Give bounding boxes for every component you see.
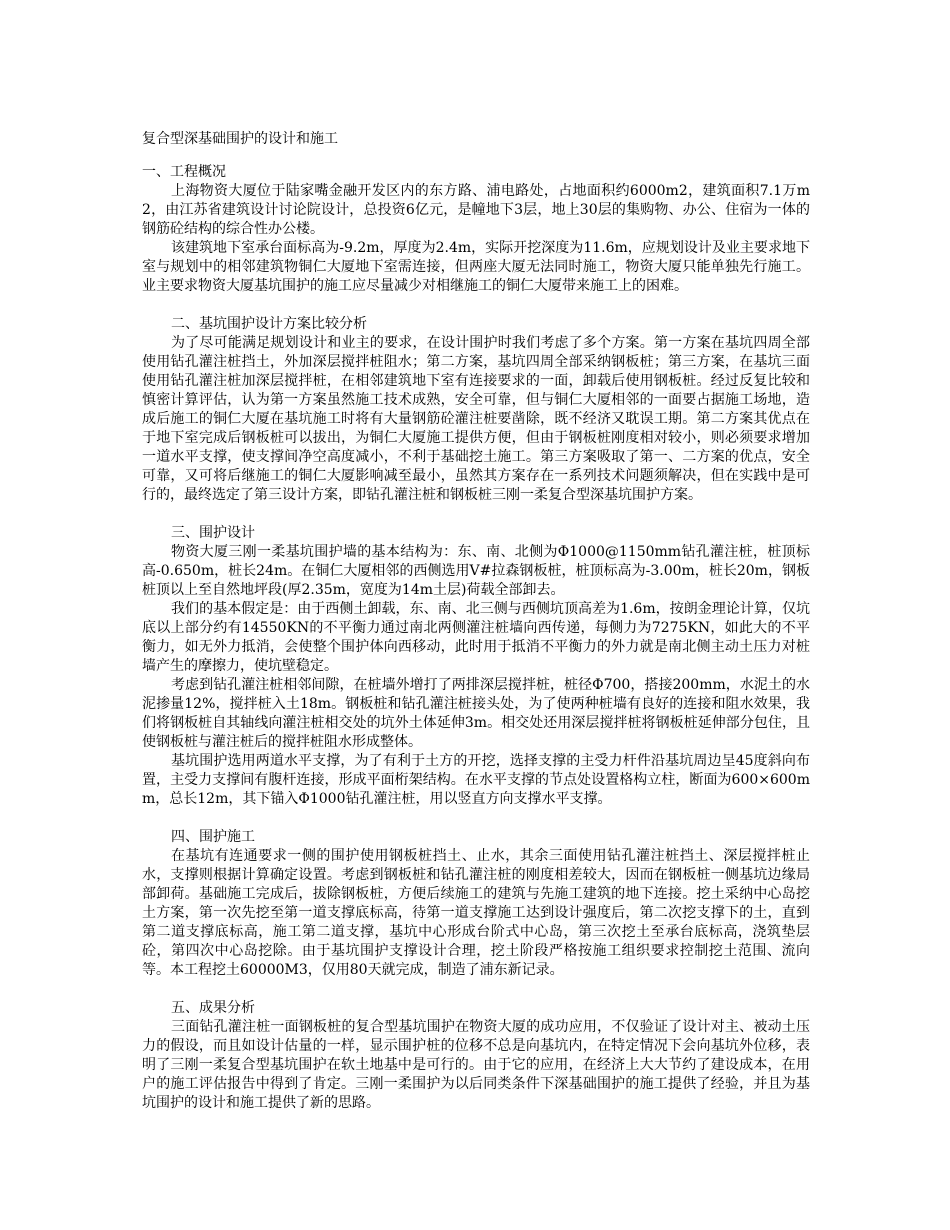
section-heading-3: 三、围护设计	[171, 525, 255, 541]
section-heading-4: 四、围护施工	[171, 829, 255, 845]
section-heading-2: 二、基坑围护设计方案比较分析	[171, 316, 367, 332]
spacer	[142, 296, 810, 315]
paragraph: 我们的基本假定是：由于西侧土卸载，东、南、北三侧与西侧坑顶高差为1.6m，按朗金理论计算，仅坑底以上部分约有14550KN的不平衡力通过南北两侧灌注桩墙向西传递，每侧力为7275KN，如此大的不平衡力，如无外力抵消，会使整个围护体向西移动，此时用于抵消不平衡力的外力就是南北侧主动土压力对桩墙产生的摩擦力，使坑壁稳定。	[142, 601, 810, 674]
paragraph: 考虑到钻孔灌注桩相邻间隙，在桩墙外增打了两排深层搅拌桩，桩径Φ700，搭接200mm，水泥土的水泥掺量12%，搅拌桩入土18m。钢板桩和钻孔灌注桩接头处，为了使两种桩墙有良好的连接和阻水效果，我们将钢板桩自其轴线向灌注桩相交处的坑外土体延伸3m。相交处还用深层搅拌桩将钢板桩延伸部分包住，且使钢板桩与灌注桩后的搅拌桩阻水形成整体。	[142, 677, 810, 750]
paragraph: 物资大厦三刚一柔基坑围护墙的基本结构为：东、南、北侧为Φ1000@1150mm钻孔灌注桩，桩顶标高-0.650m，桩长24m。在铜仁大厦相邻的西侧选用V#拉森钢板桩，桩顶标高为-3.00m，桩长20m，钢板桩顶以上至自然地坪段(厚2.35m，宽度为14m土层)荷载全部卸去。	[142, 544, 810, 598]
paragraph: 基坑围护选用两道水平支撑，为了有利于土方的开挖，选择支撑的主受力杆件沿基坑周边呈45度斜向布置，主受力支撑间有腹杆连接，形成平面桁架结构。在水平支撑的节点处设置格构立柱，断面为600×600mm，总长12m，其下锚入Φ1000钻孔灌注桩，用以竖直方向支撑水平支撑。	[142, 753, 810, 807]
spacer	[142, 809, 810, 828]
document-title: 复合型深基础围护的设计和施工	[142, 131, 338, 147]
paragraph: 上海物资大厦位于陆家嘴金融开发区内的东方路、浦电路处，占地面积约6000m2，建筑面积7.1万m2，由江苏省建筑设计讨论院设计，总投资6亿元，是幢地下3层，地上30层的集购物、办公、住宿为一体的钢筋砼结构的综合性办公楼。	[142, 183, 810, 237]
paragraph: 三面钻孔灌注桩一面钢板桩的复合型基坑围护在物资大厦的成功应用，不仅验证了设计对主、被动土压力的假设，而且如设计估量的一样，显示围护桩的位移不总是向基坑内，在特定情况下会向基坑外位移，表明了三刚一柔复合型基坑围护在软土地基中是可行的。由于它的应用，在经济上大大节约了建设成本，在用户的施工评估报告中得到了肯定。三刚一柔围护为以后同类条件下深基础围护的施工提供了经验，并且为基坑围护的设计和施工提供了新的思路。	[142, 1019, 810, 1111]
paragraph: 在基坑有连通要求一侧的围护使用钢板桩挡土、止水，其余三面使用钻孔灌注桩挡土、深层搅拌桩止水，支撑则根据计算确定设置。考虑到钢板桩和钻孔灌注桩的刚度相差较大，因而在钢板桩一侧基坑边缘局部卸荷。基础施工完成后，拔除钢板桩，方便后续施工的建筑与先施工建筑的地下连接。挖土采纳中心岛挖土方案，第一次先挖至第一道支撑底标高，待第一道支撑施工达到设计强度后，第二次挖支撑下的土，直到第二道支撑底标高，施工第二道支撑，基坑中心形成台阶式中心岛，第三次挖土至承台底标高，浇筑垫层砼，第四次中心岛挖除。由于基坑围护支撑设计合理，挖土阶段严格按施工组织要求控制挖土范围、流向等。本工程挖土60000M3，仅用80天就完成，制造了浦东新记录。	[142, 848, 810, 978]
spacer	[142, 505, 810, 524]
spacer	[142, 980, 810, 999]
paragraph: 为了尽可能满足规划设计和业主的要求，在设计围护时我们考虑了多个方案。第一方案在基坑四周全部使用钻孔灌注桩挡土，外加深层搅拌桩阻水；第二方案，基坑四周全部采纳钢板桩；第三方案，在基坑三面使用钻孔灌注桩加深层搅拌桩，在相邻建筑地下室有连接要求的一面，卸载后使用钢板桩。经过反复比较和慎密计算评估，认为第一方案虽然施工技术成熟，安全可靠，但与铜仁大厦相邻的一面要占据施工场地，造成后施工的铜仁大厦在基坑施工时将有大量钢筋砼灌注桩要凿除，既不经济又耽误工期。第二方案其优点在于地下室完成后钢板桩可以拔出，为铜仁大厦施工提供方便，但由于钢板桩刚度相对较小，则必须要求增加一道水平支撑，使支撑间净空高度减小，不利于基础挖土施工。第三方案吸取了第一、二方案的优点，安全可靠，又可将后继施工的铜仁大厦影响减至最小，虽然其方案存在一系列技术问题须解决，但在实践中是可行的，最终选定了第三设计方案，即钻孔灌注桩和钢板桩三刚一柔复合型深基坑围护方案。	[142, 335, 810, 503]
section-heading-1: 一、工程概况	[142, 164, 226, 180]
document-body	[142, 163, 810, 1113]
section-heading-5: 五、成果分析	[171, 1000, 255, 1016]
paragraph: 该建筑地下室承台面标高为-9.2m，厚度为2.4m，实际开挖深度为11.6m，应规划设计及业主要求地下室与规划中的相邻建筑物铜仁大厦地下室需连接，但两座大厦无法同时施工，物资大厦只能单独先行施工。业主要求物资大厦基坑围护的施工应尽量减少对相继施工的铜仁大厦带来施工上的困难。	[142, 240, 810, 294]
